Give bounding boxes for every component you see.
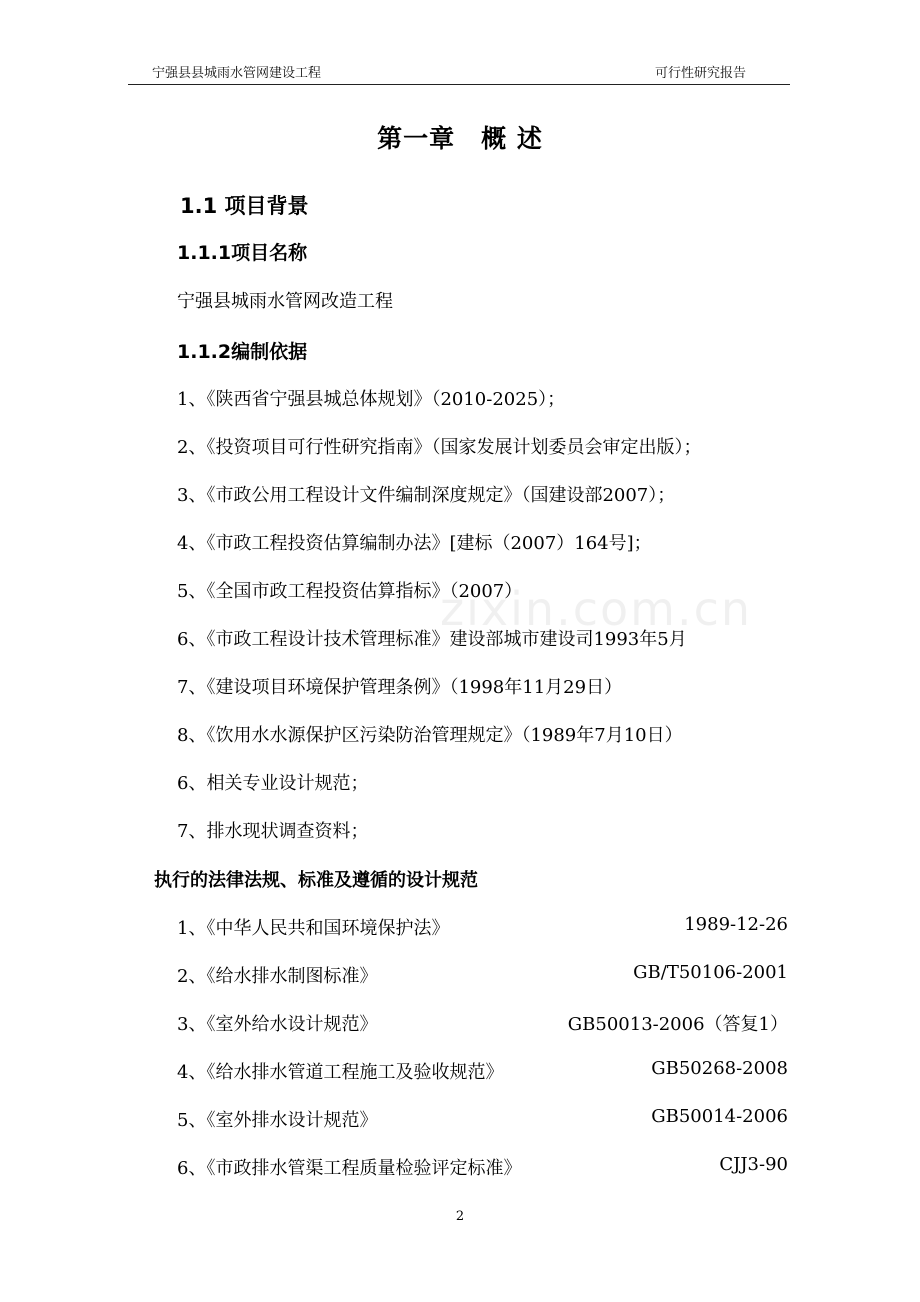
standard-name: 3、《室外给水设计规范》	[177, 1014, 378, 1035]
standard-row	[177, 1154, 788, 1180]
standard-name: 1、《中华人民共和国环境保护法》	[177, 918, 450, 939]
header-left-title: 宁强县县城雨水管网建设工程	[152, 66, 322, 81]
header-right-title: 可行性研究报告	[655, 66, 747, 81]
standard-code: GB50268-2008	[651, 1058, 788, 1079]
watermark: zixin.com.cn	[440, 582, 753, 636]
laws-standards-heading: 执行的法律法规、标准及遵循的设计规范	[154, 870, 478, 891]
standard-code: CJJ3-90	[719, 1154, 788, 1175]
standard-name: 6、《市政排水管渠工程质量检验评定标准》	[177, 1158, 522, 1179]
standard-row	[177, 1010, 788, 1036]
section-heading-1-1-2: 1.1.2编制依据	[177, 341, 308, 363]
basis-item: 4、《市政工程投资估算编制办法》[建标（2007）164号]；	[177, 533, 652, 554]
basis-item: 1、《陕西省宁强县城总体规划》（2010-2025）；	[177, 389, 566, 410]
standard-code: GB50014-2006	[651, 1106, 788, 1127]
standard-row	[177, 914, 788, 940]
basis-item: 6、相关专业设计规范；	[177, 773, 369, 794]
basis-item: 7、排水现状调查资料；	[177, 821, 369, 842]
standard-code: 1989-12-26	[684, 914, 788, 935]
standard-name: 4、《给水排水管道工程施工及验收规范》	[177, 1062, 504, 1083]
standard-name: 2、《给水排水制图标准》	[177, 966, 378, 987]
page-number: 2	[455, 1209, 465, 1224]
basis-item: 8、《饮用水水源保护区污染防治管理规定》（1989年7月10日）	[177, 725, 683, 746]
project-name-text: 宁强县城雨水管网改造工程	[177, 291, 393, 312]
basis-item: 6、《市政工程设计技术管理标准》建设部城市建设司1993年5月	[177, 629, 687, 650]
standard-row	[177, 962, 788, 988]
section-heading-1-1-1: 1.1.1项目名称	[177, 242, 308, 264]
standard-row	[177, 1058, 788, 1084]
section-heading-1-1: 1.1 项目背景	[180, 194, 309, 218]
standard-name: 5、《室外排水设计规范》	[177, 1110, 378, 1131]
basis-item: 5、《全国市政工程投资估算指标》（2007）	[177, 581, 523, 602]
header-rule	[128, 84, 790, 85]
standard-code: GB50013-2006（答复1）	[567, 1014, 788, 1035]
basis-item: 3、《市政公用工程设计文件编制深度规定》（国建设部2007）；	[177, 485, 676, 506]
standard-code: GB/T50106-2001	[633, 962, 788, 983]
standard-row	[177, 1106, 788, 1132]
basis-item: 2、《投资项目可行性研究指南》（国家发展计划委员会审定出版）；	[177, 437, 702, 458]
chapter-title: 第一章 概 述	[377, 124, 543, 153]
basis-item: 7、《建设项目环境保护管理条例》（1998年11月29日）	[177, 677, 623, 698]
